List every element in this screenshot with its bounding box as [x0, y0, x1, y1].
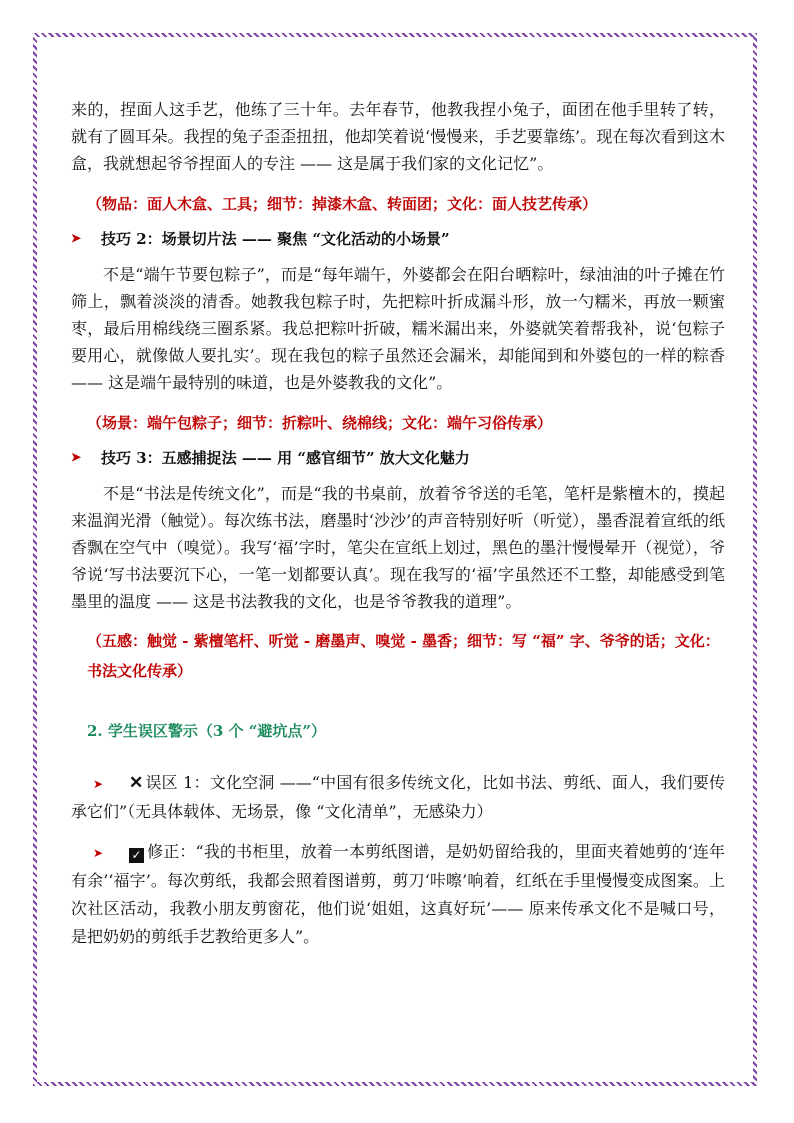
arrow-icon: ➤	[93, 845, 104, 860]
tip-heading-3-text: 技巧 3：五感捕捉法 —— 用 “感官细节” 放大文化魅力	[101, 448, 470, 467]
mistake-1	[71, 769, 725, 826]
tip-heading-2	[71, 228, 725, 249]
paragraph-zongzi: 不是“端午节要包粽子”，而是“每年端午，外婆都会在阳台晒粽叶，绿油油的叶子摊在竹筛上，飘着淡淡的清香。她教我包粽子时，先把粽叶折成漏斗形，放一勺糯米，再放一颗蜜枣，最后用棉线绕三圈系紧。我总把粽叶折破，糯米漏出来，外婆就笑着帮我补，说‘包粽子要用心，就像做人要扎实’。现在我包的粽子虽然还会漏米，却能闻到和外婆包的一样的粽香 —— 这是端午最特别的味道，也是外婆教我的文化”。	[71, 264, 725, 393]
checkbox-icon: ✓	[129, 848, 144, 863]
section-title-mistakes: 2. 学生误区警示（3 个 “避坑点”）	[87, 721, 327, 740]
tip-heading-2-text: 技巧 2：场景切片法 —— 聚焦 “文化活动的小场景”	[101, 229, 450, 248]
paragraph-face-figure: 来的，捏面人这手艺，他练了三十年。去年春节，他教我捏小兔子，面团在他手里转了转，就有了圆耳朵。我捏的兔子歪歪扭扭，他却笑着说‘慢慢来，手艺要靠练’。现在每次看到这木盒，我就想起爷爷捏面人的专注 —— 这是属于我们家的文化记忆”。	[71, 100, 725, 174]
note-scene: （场景：端午包粽子；细节：折粽叶、绕棉线；文化：端午习俗传承）	[87, 413, 553, 432]
arrow-icon: ➤	[93, 776, 104, 791]
arrow-icon: ➤	[71, 450, 82, 465]
tip-heading-3	[71, 447, 725, 468]
paragraph-calligraphy: 不是“书法是传统文化”，而是“我的书桌前，放着爷爷送的毛笔，笔杆是紫檀木的，摸起来温润光滑（触觉）。每次练书法，磨墨时‘沙沙’的声音特别好听（听觉），墨香混着宣纸的纸香飘在空气中（嗅觉）。我写‘福’字时，笔尖在宣纸上划过，黑色的墨汁慢慢晕开（视觉），爷爷说‘写书法要沉下心，一笔一划都要认真’。现在我写的‘福’字虽然还不工整，却能感受到笔墨里的温度 —— 这是书法教我的文化，也是爷爷教我的道理”。	[71, 483, 725, 612]
mistake-1-text: 误区 1：文化空洞 ——“中国有很多传统文化，比如书法、剪纸、面人，我们要传承它们”（无具体载体、无场景，像 “文化清单”，无感染力）	[71, 772, 725, 821]
correction-1	[71, 838, 725, 951]
cross-icon: ✕	[129, 772, 144, 793]
correction-1-text: 修正：“我的书柜里，放着一本剪纸图谱，是奶奶留给我的，里面夹着她剪的‘连年有余’‘福字’。每次剪纸，我都会照着图谱剪，剪刀‘咔嚓’响着，红纸在手里慢慢变成图案。上次社区活动，我教小朋友剪窗花，他们说‘姐姐，这真好玩’—— 原来传承文化不是喊口号，是把奶奶的剪纸手艺教给更多人”。	[71, 841, 725, 946]
arrow-icon: ➤	[71, 231, 82, 246]
note-five-senses: （五感：触觉 - 紫檀笔杆、听觉 - 磨墨声、嗅觉 - 墨香；细节：写 “福” 字、爷爷的话；文化：书法文化传承）	[87, 631, 720, 680]
document-body	[71, 96, 725, 951]
note-item-detail-culture: （物品：面人木盒、工具；细节：掉漆木盒、转面团；文化：面人技艺传承）	[87, 194, 598, 213]
